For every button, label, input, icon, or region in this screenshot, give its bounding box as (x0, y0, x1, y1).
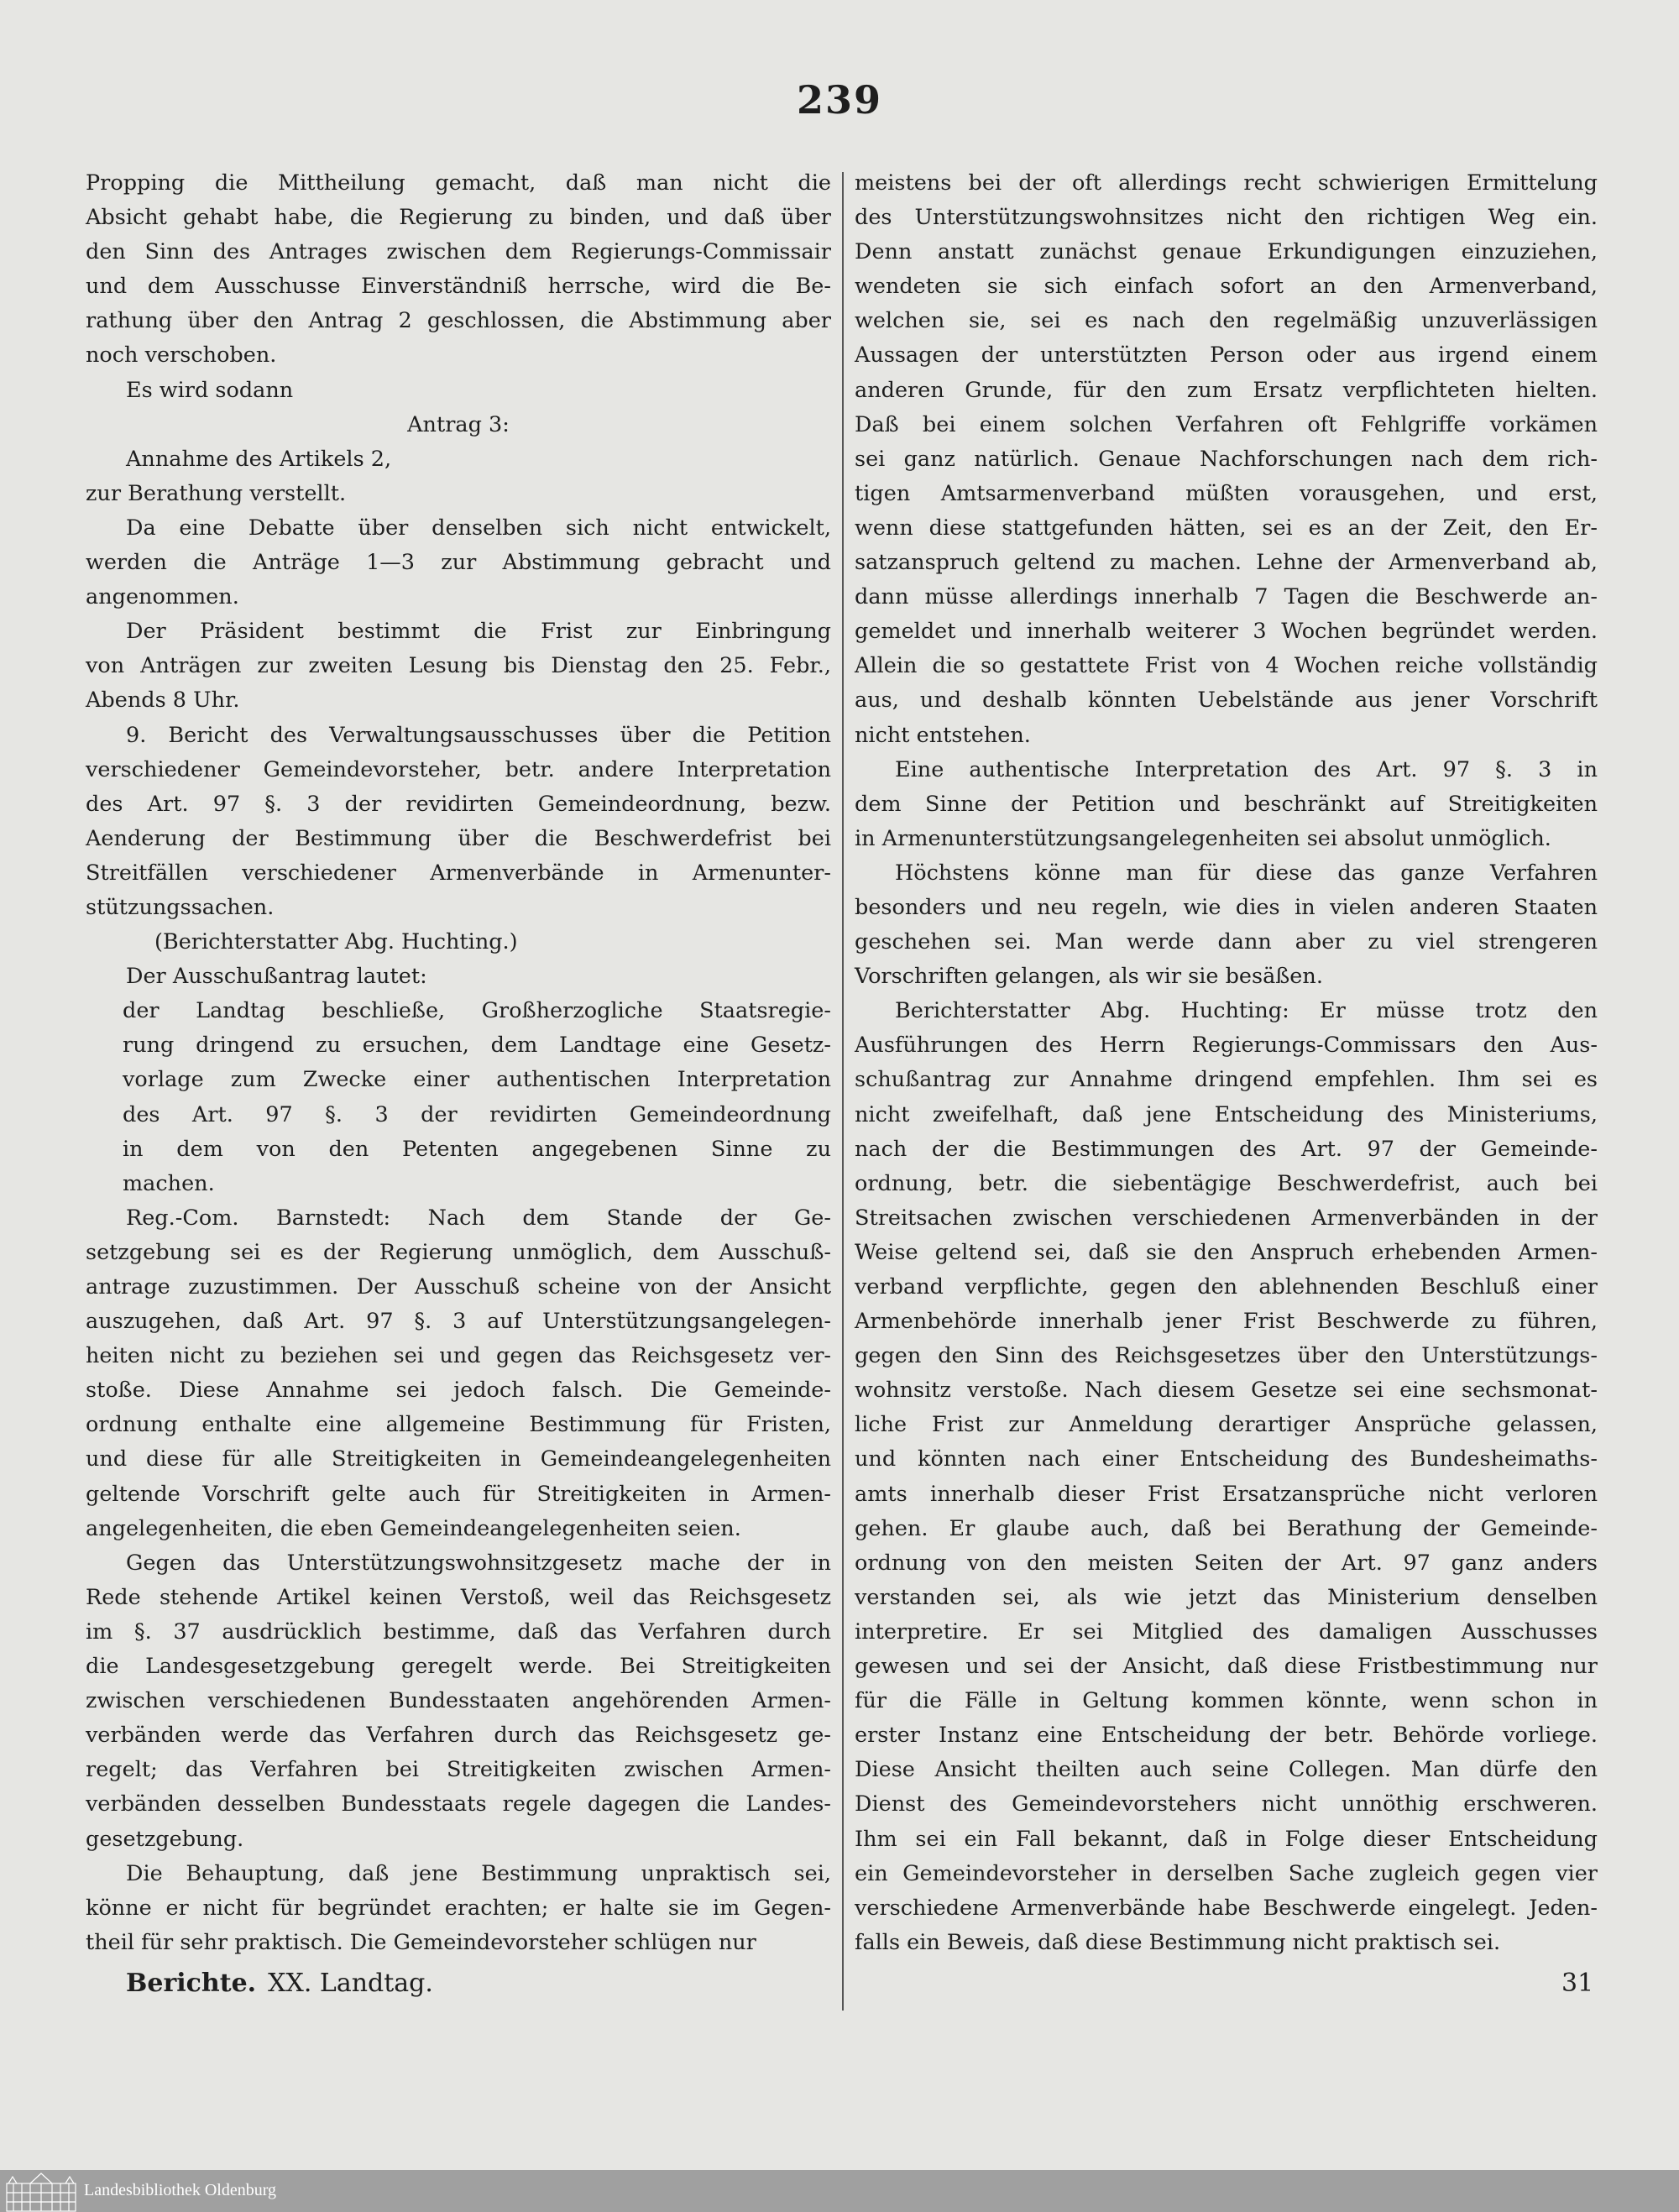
text-line: ordnung enthalte eine allgemeine Bestimmung für Fristen, (86, 1412, 831, 1438)
paragraph (855, 994, 1598, 1960)
paragraph (86, 1201, 831, 1546)
text-line: in dem von den Petenten angegebenen Sinne zu (123, 1136, 831, 1162)
text-line: gemeldet und innerhalb weiterer 3 Wochen begründet werden. (855, 619, 1598, 645)
text-line: (Berichterstatter Abg. Huchting.) (154, 929, 518, 955)
text-line: Eine authentische Interpretation des Art. 97 §. 3 in (895, 756, 1598, 782)
text-line: besonders und neu regeln, wie dies in vielen anderen Staaten (855, 894, 1598, 920)
text-line: Höchstens könne man für diese das ganze Verfahren (895, 860, 1598, 886)
paragraph (86, 442, 831, 477)
paragraph (86, 1857, 831, 1960)
library-building-logo (5, 2172, 77, 2212)
text-line: und diese für alle Streitigkeiten in Gemeindeangelegenheiten (86, 1446, 831, 1472)
text-line: verbänden werde das Verfahren durch das Reichsgesetz ge- (86, 1723, 831, 1749)
text-line: Gegen das Unterstützungswohnsitzgesetz mache der in (126, 1550, 831, 1576)
text-line: verbänden desselben Bundesstaats regele dagegen die Landes- (86, 1791, 831, 1817)
paragraph (86, 614, 831, 718)
text-line: und dem Ausschusse Einverständniß herrsche, wird die Be- (86, 274, 831, 300)
text-line: aus, und deshalb könnten Uebelstände aus jener Vorschrift (855, 688, 1598, 714)
text-line: Annahme des Artikels 2, (126, 446, 392, 472)
paragraph (855, 753, 1598, 856)
text-line: angenommen. (86, 584, 239, 610)
text-line: Propping die Mittheilung gemacht, daß man nicht die (86, 170, 831, 196)
text-line: auszugehen, daß Art. 97 §. 3 auf Unterstützungsangelegen- (86, 1309, 831, 1335)
paragraph (855, 856, 1598, 994)
text-line: gewesen und sei der Ansicht, daß diese Fristbestimmung nur (855, 1654, 1598, 1680)
footer-signature (126, 1969, 433, 1998)
text-line: meistens bei der oft allerdings recht schwierigen Ermittelung (855, 170, 1598, 196)
text-line: dem Sinne der Petition und beschränkt auf Streitigkeiten (855, 791, 1598, 817)
text-line: stoße. Diese Annahme sei jedoch falsch. Die Gemeinde- (86, 1378, 831, 1404)
text-line: interpretire. Er sei Mitglied des damaligen Ausschusses (855, 1618, 1598, 1645)
text-line: Der Präsident bestimmt die Frist zur Einbringung (126, 619, 831, 645)
text-line: Reg.-Com. Barnstedt: Nach dem Stande der Ge- (126, 1205, 831, 1231)
sheet-number: 31 (1561, 1969, 1594, 1998)
text-line: Diese Ansicht theilten auch seine Collegen. Man dürfe den (855, 1757, 1598, 1783)
text-line: im §. 37 ausdrücklich bestimme, daß das Verfahren durch (86, 1618, 831, 1645)
text-line: 9. Bericht des Verwaltungsausschusses über die Petition (126, 722, 831, 748)
text-line: welchen sie, sei es nach den regelmäßig unzuverlässigen (855, 308, 1598, 334)
text-line: Ihm sei ein Fall bekannt, daß in Folge dieser Entscheidung (855, 1826, 1598, 1852)
text-line: stützungssachen. (86, 894, 275, 920)
text-line: setzgebung sei es der Regierung unmöglich, dem Ausschuß- (86, 1239, 831, 1265)
paragraph (86, 925, 831, 960)
text-line: und könnten nach einer Entscheidung des Bundesheimaths- (855, 1446, 1598, 1472)
text-line: rung dringend zu ersuchen, dem Landtage eine Gesetz- (123, 1033, 831, 1059)
paragraph (86, 166, 831, 374)
text-line: geltende Vorschrift gelte auch für Streitigkeiten in Armen- (86, 1481, 831, 1507)
paragraph (86, 511, 831, 614)
text-line: Berichterstatter Abg. Huchting: Er müsse trotz den (895, 998, 1598, 1024)
text-line: wenn diese stattgefunden hätten, sei es an der Zeit, den Er- (855, 515, 1598, 541)
text-line: Es wird sodann (126, 377, 294, 403)
text-line: des Art. 97 §. 3 der revidirten Gemeindeordnung (123, 1101, 831, 1127)
text-line: für die Fälle in Geltung kommen könnte, wenn schon in (855, 1688, 1598, 1714)
text-line: ordnung, betr. die siebentägige Beschwerdefrist, auch bei (855, 1170, 1598, 1196)
text-line: Streitsachen zwischen verschiedenen Armenverbänden in der (855, 1205, 1598, 1231)
text-line: anderen Grunde, für den zum Ersatz verpflichteten hielten. (855, 377, 1598, 403)
paragraph (86, 719, 831, 926)
text-line: könne er nicht für begründet erachten; er halte sie im Gegen- (86, 1895, 831, 1921)
text-line: geschehen sei. Man werde dann aber zu viel strengeren (855, 929, 1598, 955)
text-line: in Armenunterstützungsangelegenheiten sei absolut unmöglich. (855, 825, 1551, 851)
text-line: gegen den Sinn des Reichsgesetzes über den Unterstützungs- (855, 1343, 1598, 1369)
page-number: 239 (796, 77, 883, 123)
text-line: liche Frist zur Anmeldung derartiger Ansprüche gelassen, (855, 1412, 1598, 1438)
paragraph (855, 166, 1598, 753)
paragraph (86, 408, 831, 442)
paragraph (86, 477, 831, 511)
text-line: Armenbehörde innerhalb jener Frist Beschwerde zu führen, (855, 1309, 1598, 1335)
text-line: Antrag 3: (407, 411, 510, 437)
text-line: tigen Amtsarmenverband müßten vorausgehen, und erst, (855, 480, 1598, 506)
text-line: nicht entstehen. (855, 722, 1031, 748)
text-line: Denn anstatt zunächst genaue Erkundigungen einzuziehen, (855, 239, 1598, 265)
text-line: Da eine Debatte über denselben sich nicht entwickelt, (126, 515, 831, 541)
text-line: wendeten sie sich einfach sofort an den Armenverband, (855, 274, 1598, 300)
text-line: verschiedene Armenverbände habe Beschwerde eingelegt. Jeden- (855, 1895, 1598, 1921)
text-line: Dienst des Gemeindevorstehers nicht unnöthig erschweren. (855, 1791, 1598, 1817)
text-line: wohnsitz verstoße. Nach diesem Gesetze sei eine sechsmonat- (855, 1378, 1598, 1404)
text-line: zur Berathung verstellt. (86, 480, 347, 506)
text-line: verband verpflichte, gegen den ablehnenden Beschluß einer (855, 1274, 1598, 1299)
text-line: machen. (123, 1170, 215, 1196)
right-column (855, 166, 1598, 1960)
text-line: gesetzgebung. (86, 1826, 244, 1852)
text-line: nach der die Bestimmungen des Art. 97 der Gemeinde- (855, 1136, 1598, 1162)
text-line: schußantrag zur Annahme dringend empfehlen. Ihm sei es (855, 1067, 1598, 1093)
text-line: Ausführungen des Herrn Regierungs-Commissars den Aus- (855, 1033, 1598, 1059)
text-line: falls ein Beweis, daß diese Bestimmung nicht praktisch sei. (855, 1929, 1501, 1955)
left-column (86, 166, 831, 1960)
text-line: Daß bei einem solchen Verfahren oft Fehlgriffe vorkämen (855, 411, 1598, 437)
text-line: zwischen verschiedenen Bundesstaaten angehörenden Armen- (86, 1688, 831, 1714)
session-label: XX. Landtag. (268, 1969, 433, 1998)
paragraph (86, 374, 831, 408)
text-line: des Unterstützungswohnsitzes nicht den richtigen Weg ein. (855, 205, 1598, 231)
text-line: erster Instanz eine Entscheidung der betr. Behörde vorliege. (855, 1723, 1598, 1749)
text-line: Weise geltend sei, daß sie den Anspruch erhebenden Armen- (855, 1239, 1598, 1265)
text-line: regelt; das Verfahren bei Streitigkeiten zwischen Armen- (86, 1757, 831, 1783)
text-line: sei ganz natürlich. Genaue Nachforschungen nach dem rich- (855, 446, 1598, 472)
text-line: vorlage zum Zwecke einer authentischen Interpretation (123, 1067, 831, 1093)
column-divider (842, 172, 844, 2011)
text-line: gehen. Er glaube auch, daß bei Berathung der Gemeinde- (855, 1515, 1598, 1541)
text-line: Absicht gehabt habe, die Regierung zu binden, und daß über (86, 205, 831, 231)
text-line: ordnung von den meisten Seiten der Art. 97 ganz anders (855, 1550, 1598, 1576)
text-line: verstanden sei, als wie jetzt das Ministerium denselben (855, 1584, 1598, 1610)
text-line: Der Ausschußantrag lautet: (126, 964, 427, 990)
text-line: Streitfällen verschiedener Armenverbände in Armenunter- (86, 860, 831, 886)
text-line: theil für sehr praktisch. Die Gemeindevorsteher schlügen nur (86, 1929, 756, 1955)
paragraph (86, 1546, 831, 1857)
library-name: Landesbibliothek Oldenburg (84, 2181, 277, 2199)
text-line: verschiedener Gemeindevorsteher, betr. andere Interpretation (86, 756, 831, 782)
text-line: rathung über den Antrag 2 geschlossen, die Abstimmung aber (86, 308, 831, 334)
text-line: nicht zweifelhaft, daß jene Entscheidung des Ministeriums, (855, 1101, 1598, 1127)
text-line: den Sinn des Antrages zwischen dem Regierungs-Commissair (86, 239, 831, 265)
text-line: noch verschoben. (86, 343, 277, 369)
text-line: ein Gemeindevorsteher in derselben Sache zugleich gegen vier (855, 1860, 1598, 1886)
text-line: Vorschriften gelangen, als wir sie besäßen. (855, 964, 1323, 990)
text-line: Abends 8 Uhr. (86, 688, 240, 714)
text-line: Die Behauptung, daß jene Bestimmung unpraktisch sei, (126, 1860, 831, 1886)
text-line: Rede stehende Artikel keinen Verstoß, weil das Reichsgesetz (86, 1584, 831, 1610)
text-line: werden die Anträge 1—3 zur Abstimmung gebracht und (86, 550, 831, 576)
text-line: Aussagen der unterstützten Person oder aus irgend einem (855, 343, 1598, 369)
text-line: Aenderung der Bestimmung über die Beschwerdefrist bei (86, 825, 831, 851)
signature-label: Berichte. (126, 1969, 257, 1998)
text-line: amts innerhalb dieser Frist Ersatzansprüche nicht verloren (855, 1481, 1598, 1507)
paragraph (123, 994, 831, 1201)
text-line: angelegenheiten, die eben Gemeindeangelegenheiten seien. (86, 1515, 741, 1541)
text-line: satzanspruch geltend zu machen. Lehne der Armenverband ab, (855, 550, 1598, 576)
text-line: antrage zuzustimmen. Der Ausschuß scheine von der Ansicht (86, 1274, 831, 1299)
text-line: der Landtag beschließe, Großherzogliche Staatsregie- (123, 998, 831, 1024)
text-line: des Art. 97 §. 3 der revidirten Gemeindeordnung, bezw. (86, 791, 831, 817)
text-line: dann müsse allerdings innerhalb 7 Tagen die Beschwerde an- (855, 584, 1598, 610)
text-line: von Anträgen zur zweiten Lesung bis Dienstag den 25. Febr., (86, 653, 831, 679)
text-line: Allein die so gestattete Frist von 4 Wochen reiche vollständig (855, 653, 1598, 679)
text-line: die Landesgesetzgebung geregelt werde. Bei Streitigkeiten (86, 1654, 831, 1680)
paragraph (86, 960, 831, 994)
text-line: heiten nicht zu beziehen sei und gegen das Reichsgesetz ver- (86, 1343, 831, 1369)
